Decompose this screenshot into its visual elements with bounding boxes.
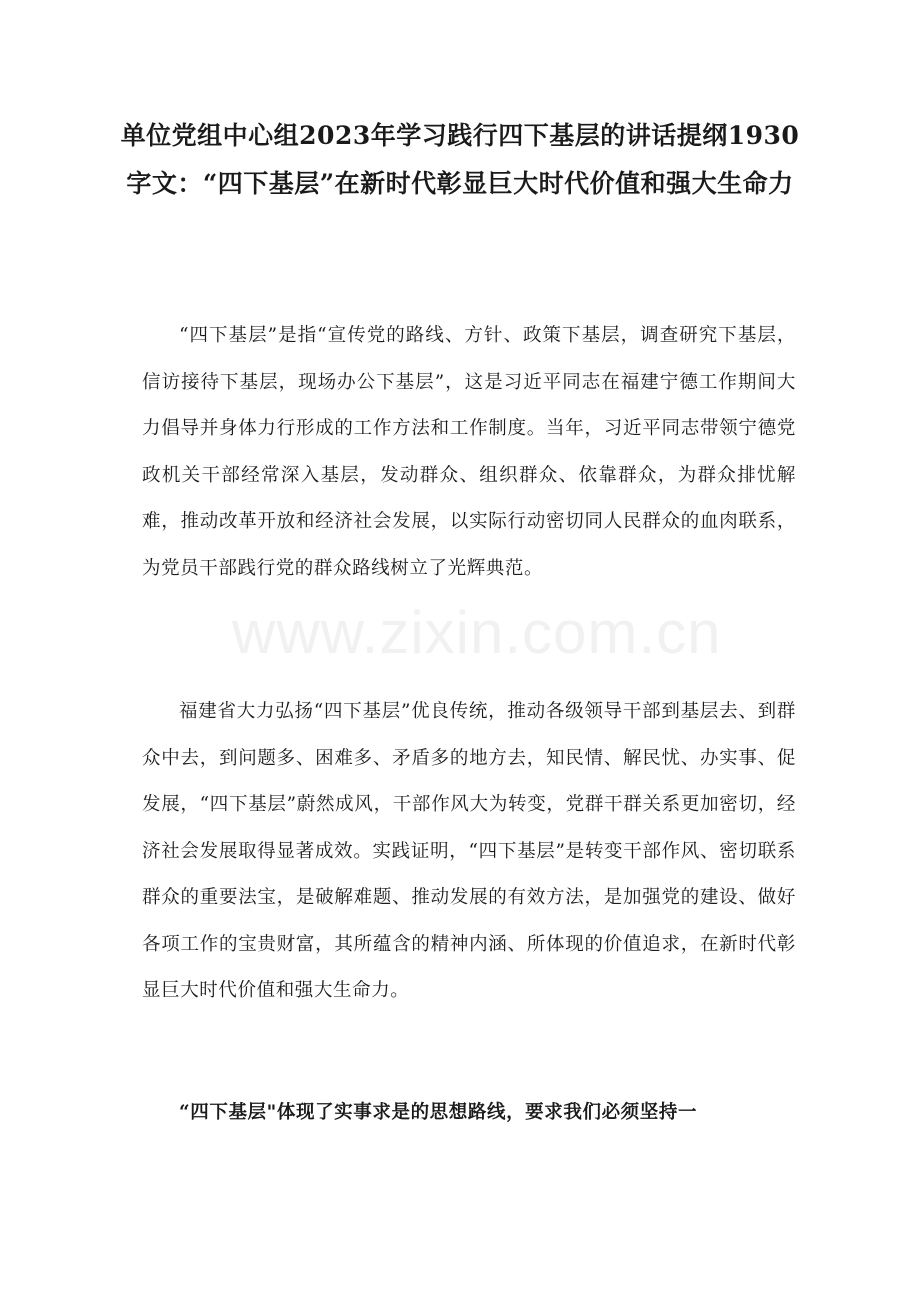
paragraph-3: “四下基层"体现了实事求是的思想路线，要求我们必须坚持一 (179, 1102, 698, 1123)
paragraph-2: 福建省大力弘扬“四下基层”优良传统，推动各级领导干部到基层去、到群众中去，到问题多、困难多、矛盾多的地方去，知民情、解民忧、办实事、促发展，“四下基层”蔚然成风，干部作风大为转变，党群干群关系更加密切，经济社会发展取得显著成效。实践证明，“四下基层”是转变干部作风、密切联系群众的重要法宝，是破解难题、推动发展的有效方法，是加强党的建设、做好各项工作的宝贵财富，其所蕴含的精神内涵、所体现的价值追求，在新时代彰显巨大时代价值和强大生命力。 (142, 701, 796, 1001)
paragraph-1: “四下基层”是指“宣传党的路线、方针、政策下基层，调查研究下基层，信访接待下基层，现场办公下基层”，这是习近平同志在福建宁德工作期间大力倡导并身体力行形成的工作方法和工作制度。当年，习近平同志带领宁德党政机关干部经常深入基层，发动群众、组织群众、依靠群众，为群众排忧解难，推动改革开放和经济社会发展，以实际行动密切同人民群众的血肉联系，为党员干部践行党的群众路线树立了光辉典范。 (142, 325, 796, 579)
document-title: 单位党组中心组2023年学习践行四下基层的讲话提纲1930字文：“四下基层”在新时代彰显巨大时代价值和强大生命力 (120, 121, 800, 198)
watermark: www.zixin.com.cn (232, 599, 722, 666)
